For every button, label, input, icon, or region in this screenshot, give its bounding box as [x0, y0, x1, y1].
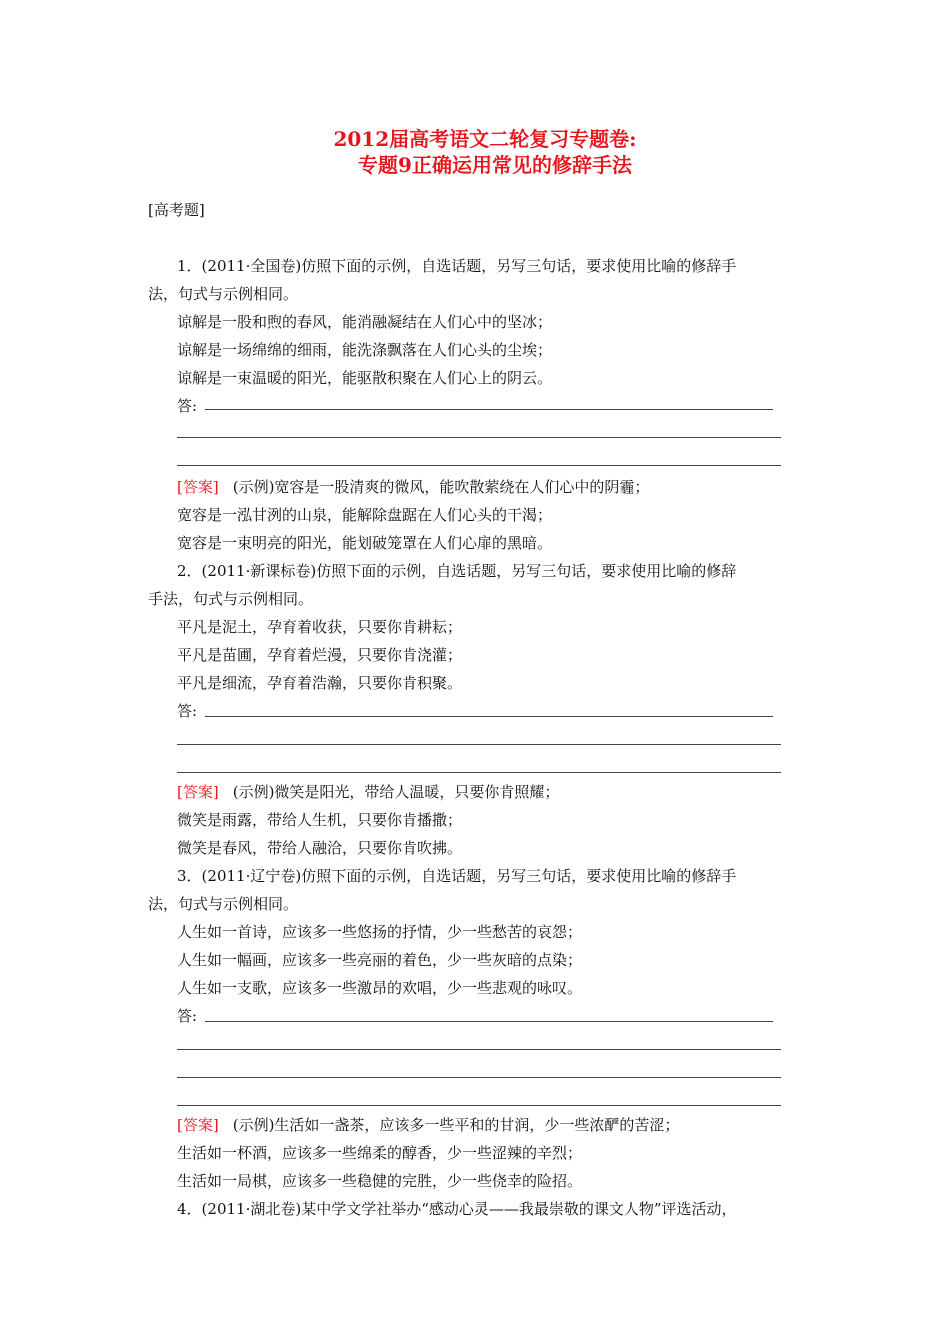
- question-2-stem-line2: 手法，句式与示例相同。: [148, 590, 314, 608]
- question-1-answer-prompt: 答:: [177, 397, 198, 415]
- question-3-stem-line1: 3．(2011·辽宁卷)仿照下面的示例，自选话题，另写三句话，要求使用比喻的修辞手: [177, 867, 737, 885]
- question-2-answer-prompt: 答:: [177, 702, 198, 720]
- question-3-answer-line2: 生活如一杯酒，应该多一些绵柔的醇香，少一些涩辣的辛烈；: [177, 1144, 583, 1162]
- question-2-answer-line2: 微笑是雨露，带给人生机，只要你肯播撒；: [177, 811, 463, 829]
- question-2-stem-line1: 2．(2011·新课标卷)仿照下面的示例，自选话题，另写三句话，要求使用比喻的修辞: [177, 562, 737, 580]
- question-3-answer-line3: 生活如一局棋，应该多一些稳健的完胜，少一些侥幸的险招。: [177, 1172, 583, 1190]
- question-1-answer: [177, 477, 649, 497]
- question-3-answer: [177, 1115, 679, 1135]
- question-1-answer-line-1[interactable]: [205, 409, 773, 410]
- question-2-answer-line3: 微笑是春风，带给人融洽，只要你肯吹拂。: [177, 839, 463, 857]
- question-3-answer-line-3[interactable]: [177, 1077, 781, 1078]
- question-1-stem-line1: 1．(2011·全国卷)仿照下面的示例，自选话题，另写三句话，要求使用比喻的修辞手: [177, 257, 737, 275]
- question-2-answer-line-3[interactable]: [177, 772, 781, 773]
- answer-tag: [答案]: [177, 783, 219, 801]
- question-2-example-3: 平凡是细流，孕育着浩瀚，只要你肯积聚。: [177, 674, 463, 692]
- document-title-line1: 2012届高考语文二轮复习专题卷:: [333, 127, 637, 151]
- question-3-answer-line1: (示例)生活如一盏茶，应该多一些平和的甘润，少一些浓酽的苦涩；: [232, 1116, 680, 1134]
- question-3-example-2: 人生如一幅画，应该多一些亮丽的着色，少一些灰暗的点染；: [177, 951, 583, 969]
- question-4-stem-line1: 4．(2011·湖北卷)某中学文学社举办“感动心灵——我最崇敬的课文人物”评选活动，: [177, 1200, 737, 1218]
- question-1-answer-line3: 宽容是一束明亮的阳光，能划破笼罩在人们心扉的黑暗。: [177, 534, 553, 552]
- question-3-answer-line-4[interactable]: [177, 1105, 781, 1106]
- answer-tag: [答案]: [177, 1116, 219, 1134]
- question-1-example-3: 谅解是一束温暖的阳光，能驱散积聚在人们心上的阴云。: [177, 369, 553, 387]
- question-2-example-1: 平凡是泥土，孕育着收获，只要你肯耕耘；: [177, 618, 463, 636]
- question-1-answer-line2: 宽容是一泓甘洌的山泉，能解除盘踞在人们心头的干渴；: [177, 506, 553, 524]
- question-3-answer-line-2[interactable]: [177, 1049, 781, 1050]
- question-2-answer-line1: (示例)微笑是阳光，带给人温暖，只要你肯照耀；: [232, 783, 560, 801]
- question-3-example-3: 人生如一支歌，应该多一些激昂的欢唱，少一些悲观的咏叹。: [177, 979, 583, 997]
- answer-tag: [答案]: [177, 478, 219, 496]
- document-title-line2: 专题9正确运用常见的修辞手法: [358, 153, 632, 177]
- question-3-answer-prompt: 答:: [177, 1007, 198, 1025]
- section-label: [高考题]: [148, 201, 205, 219]
- question-3-stem-line2: 法，句式与示例相同。: [148, 895, 299, 913]
- question-1-example-1: 谅解是一股和煦的春风，能消融凝结在人们心中的坚冰；: [177, 313, 553, 331]
- question-2-answer: [177, 782, 559, 802]
- question-1-answer-line1: (示例)宽容是一股清爽的微风，能吹散萦绕在人们心中的阴霾；: [232, 478, 650, 496]
- question-2-answer-line-1[interactable]: [205, 716, 773, 717]
- question-3-example-1: 人生如一首诗，应该多一些悠扬的抒情，少一些愁苦的哀怨；: [177, 923, 583, 941]
- question-1-answer-line-3[interactable]: [177, 465, 781, 466]
- question-1-stem-line2: 法，句式与示例相同。: [148, 285, 299, 303]
- question-1-answer-line-2[interactable]: [177, 437, 781, 438]
- question-2-answer-line-2[interactable]: [177, 744, 781, 745]
- question-3-answer-line-1[interactable]: [205, 1021, 773, 1022]
- question-2-example-2: 平凡是苗圃，孕育着烂漫，只要你肯浇灌；: [177, 646, 463, 664]
- question-1-example-2: 谅解是一场绵绵的细雨，能洗涤飘落在人们心头的尘埃；: [177, 341, 553, 359]
